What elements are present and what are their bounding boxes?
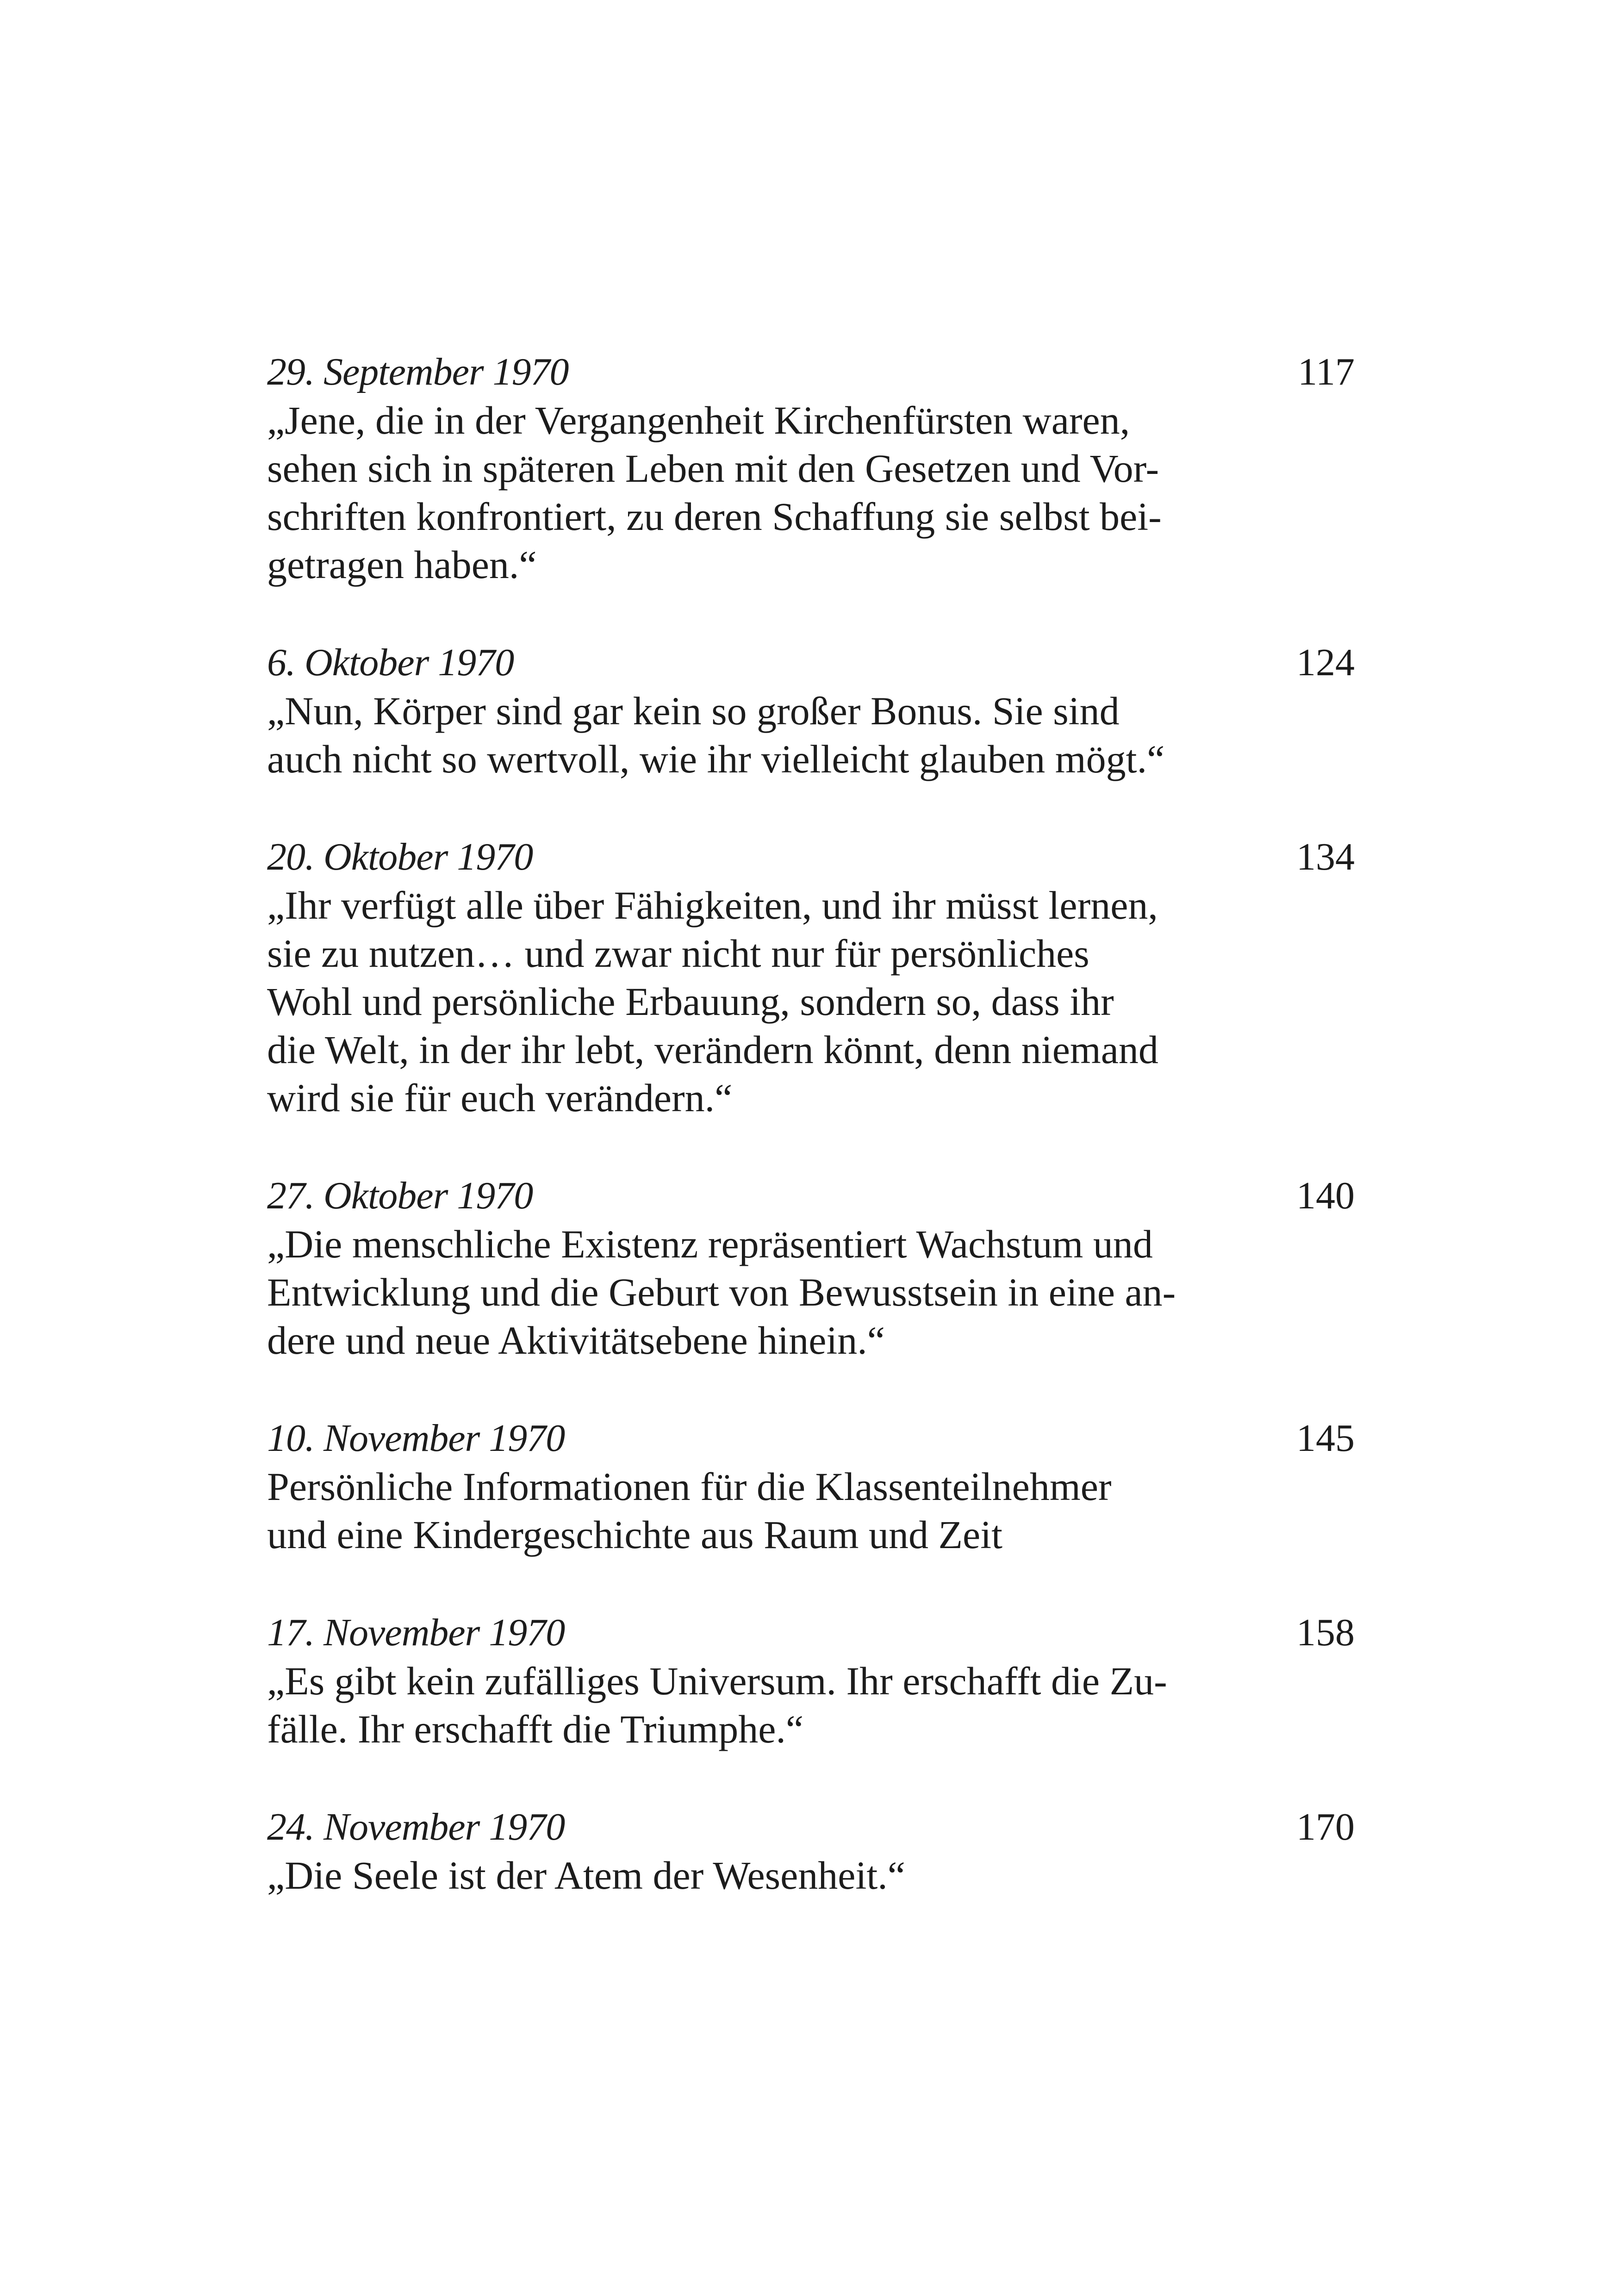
entry-date: 6. Oktober 1970 bbox=[267, 641, 514, 684]
entry-page-number: 145 bbox=[1296, 1417, 1355, 1460]
entry-page-number: 124 bbox=[1296, 641, 1355, 684]
entry-date: 27. Oktober 1970 bbox=[267, 1174, 533, 1217]
entry-date: 20. Oktober 1970 bbox=[267, 835, 533, 878]
toc-entry bbox=[267, 639, 1355, 783]
table-of-contents bbox=[267, 348, 1355, 1949]
entry-quote: „Es gibt kein zufälliges Universum. Ihr erschafft die Zu- fälle. Ihr erschafft die Triumphe.“ bbox=[267, 1659, 1167, 1751]
entry-quote: „Die Seele ist der Atem der Wesenheit.“ bbox=[267, 1853, 905, 1898]
entry-quote: „Nun, Körper sind gar kein so großer Bonus. Sie sind auch nicht so wertvoll, wie ihr vielleicht glauben mögt.“ bbox=[267, 689, 1165, 781]
entry-page-number: 117 bbox=[1298, 350, 1355, 393]
entry-page-number: 140 bbox=[1296, 1174, 1355, 1217]
toc-entry bbox=[267, 348, 1355, 589]
toc-entry bbox=[267, 1803, 1355, 1899]
entry-page-number: 170 bbox=[1296, 1805, 1355, 1848]
entry-page-number: 134 bbox=[1296, 835, 1355, 878]
toc-entry bbox=[267, 833, 1355, 1122]
entry-date: 29. September 1970 bbox=[267, 350, 569, 393]
entry-quote: „Jene, die in der Vergangenheit Kirchenfürsten waren, sehen sich in späteren Leben mit den Gesetzen und Vor- schriften konfrontiert, zu deren Schaffung sie selbst bei- getragen haben.“ bbox=[267, 398, 1162, 587]
entry-date: 10. November 1970 bbox=[267, 1417, 565, 1460]
entry-description: Persönliche Informationen für die Klassenteilnehmer und eine Kindergeschichte aus Raum und Zeit bbox=[267, 1464, 1112, 1557]
toc-entry bbox=[267, 1609, 1355, 1753]
entry-date: 24. November 1970 bbox=[267, 1805, 565, 1848]
entry-date: 17. November 1970 bbox=[267, 1611, 565, 1654]
entry-page-number: 158 bbox=[1296, 1611, 1355, 1654]
toc-entry bbox=[267, 1414, 1355, 1559]
entry-quote: „Ihr verfügt alle über Fähigkeiten, und ihr müsst lernen, sie zu nutzen… und zwar nicht nur für persönliches Wohl und persönliche Erbauung, sondern so, dass ihr die Welt, in der ihr lebt, verändern könnt, denn niemand wird sie für euch verändern.“ bbox=[267, 883, 1158, 1120]
entry-quote: „Die menschliche Existenz repräsentiert Wachstum und Entwicklung und die Geburt von Bewusstsein in eine an- dere und neue Aktivitätsebene hinein.“ bbox=[267, 1222, 1176, 1363]
toc-entry bbox=[267, 1172, 1355, 1364]
